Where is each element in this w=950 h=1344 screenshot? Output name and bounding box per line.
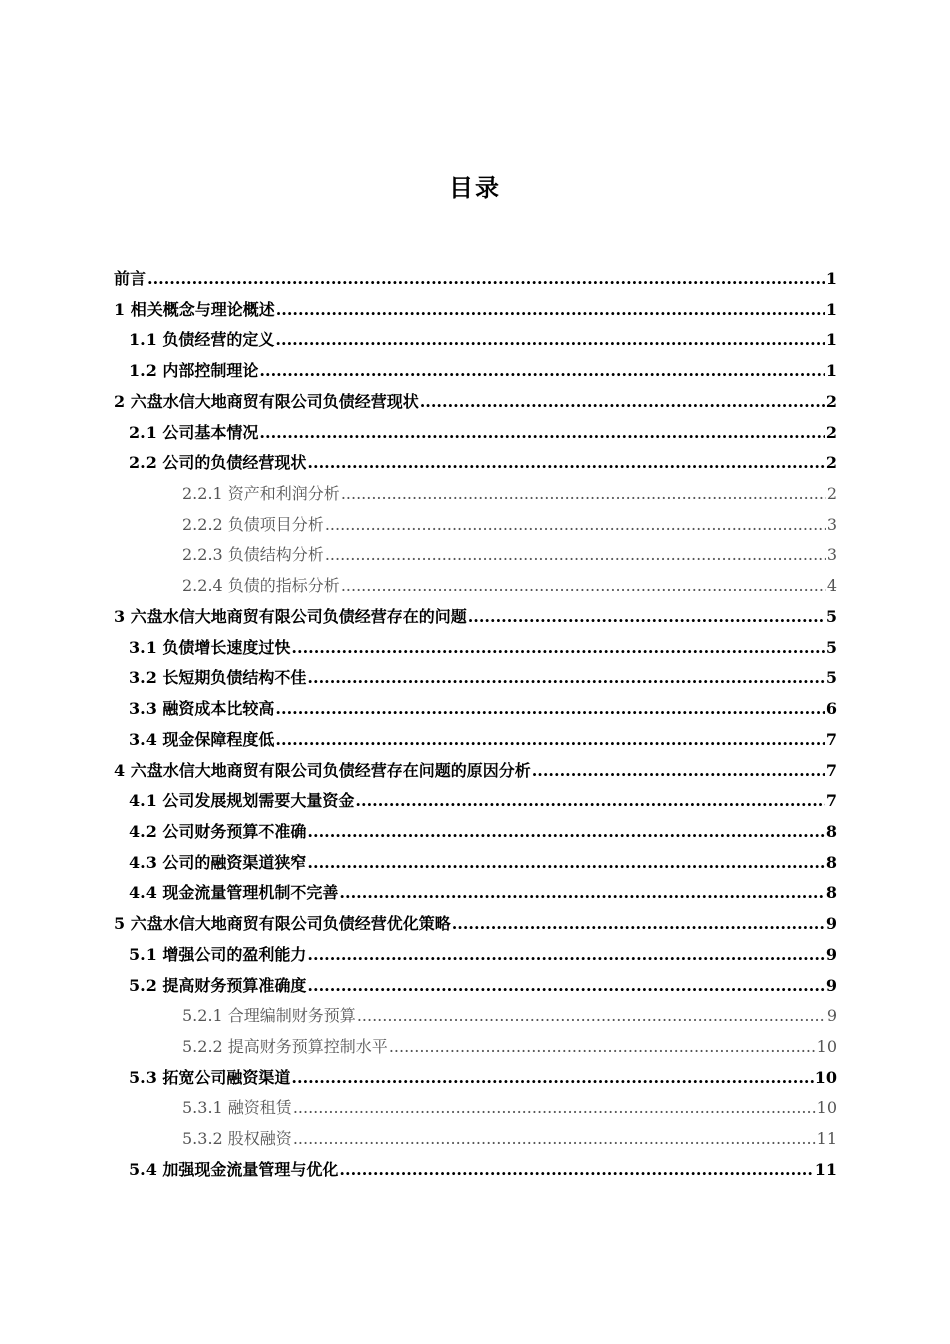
toc-dot-leader xyxy=(275,325,824,356)
toc-dot-leader xyxy=(532,756,825,787)
toc-entry[interactable] xyxy=(114,817,837,848)
toc-entry-label: 5.2.2 提高财务预算控制水平 xyxy=(182,1036,388,1056)
toc-entry[interactable] xyxy=(114,725,837,756)
toc-entry-page-number: 1 xyxy=(825,269,837,288)
toc-entry-label: 4.2 公司财务预算不准确 xyxy=(129,821,307,841)
toc-entry-page-number: 2 xyxy=(825,422,837,442)
toc-entry-page-number: 11 xyxy=(814,1159,837,1179)
toc-dot-leader xyxy=(452,909,825,940)
toc-entry[interactable] xyxy=(114,479,837,510)
toc-dot-leader xyxy=(307,940,824,971)
toc-dot-leader xyxy=(325,510,826,541)
toc-entry-label: 5.3.2 股权融资 xyxy=(182,1129,292,1149)
toc-dot-leader xyxy=(275,725,824,756)
toc-entry-label: 4.1 公司发展规划需要大量资金 xyxy=(129,791,355,811)
toc-entry-label: 4.4 现金流量管理机制不完善 xyxy=(129,883,339,903)
toc-entry-page-number: 4 xyxy=(826,576,837,596)
toc-dot-leader xyxy=(355,786,824,817)
toc-entry[interactable] xyxy=(114,602,837,633)
toc-dot-leader xyxy=(341,571,826,602)
toc-entry-label: 4 六盘水信大地商贸有限公司负债经营存在问题的原因分析 xyxy=(114,760,531,780)
toc-entry[interactable] xyxy=(114,1124,837,1155)
toc-dot-leader xyxy=(468,602,825,633)
toc-entry-label: 1.1 负债经营的定义 xyxy=(129,330,275,350)
toc-dot-leader xyxy=(147,264,825,295)
toc-entry-label: 2.1 公司基本情况 xyxy=(129,422,259,442)
toc-entry-label: 3.4 现金保障程度低 xyxy=(129,729,275,749)
toc-entry[interactable] xyxy=(114,1001,837,1032)
toc-entry[interactable] xyxy=(114,971,837,1002)
toc-entry[interactable] xyxy=(114,387,837,418)
toc-entry[interactable] xyxy=(114,571,837,602)
toc-dot-leader xyxy=(293,1093,816,1124)
page-title: 目录 xyxy=(449,174,501,202)
toc-entry-page-number: 3 xyxy=(826,545,837,565)
toc-entry-label: 5.3 拓宽公司融资渠道 xyxy=(129,1067,291,1087)
toc-entry-label: 4.3 公司的融资渠道狭窄 xyxy=(129,852,307,872)
toc-entry[interactable] xyxy=(114,264,837,295)
toc-entry-label: 5.4 加强现金流量管理与优化 xyxy=(129,1159,339,1179)
toc-entry-page-number: 6 xyxy=(825,699,837,719)
toc-entry[interactable] xyxy=(114,1063,837,1094)
toc-entry[interactable] xyxy=(114,295,837,326)
toc-dot-leader xyxy=(293,1124,816,1155)
toc-entry-label: 5.2 提高财务预算准确度 xyxy=(129,975,307,995)
toc-entry[interactable] xyxy=(114,356,837,387)
toc-entry-label: 前言 xyxy=(114,269,147,288)
toc-entry-label: 3 六盘水信大地商贸有限公司负债经营存在的问题 xyxy=(114,606,467,626)
toc-entry-page-number: 7 xyxy=(825,760,837,780)
toc-entry-page-number: 8 xyxy=(825,852,837,872)
toc-entry[interactable] xyxy=(114,325,837,356)
toc-entry-page-number: 5 xyxy=(825,668,837,688)
toc-entry-page-number: 7 xyxy=(825,791,837,811)
toc-dot-leader xyxy=(357,1001,826,1032)
toc-entry-label: 2.2.1 资产和利润分析 xyxy=(182,484,340,504)
toc-entry-label: 2.2 公司的负债经营现状 xyxy=(129,453,307,473)
toc-entry-label: 1 相关概念与理论概述 xyxy=(114,299,275,319)
toc-entry-label: 3.3 融资成本比较高 xyxy=(129,699,275,719)
toc-entry[interactable] xyxy=(114,1032,837,1063)
toc-dot-leader xyxy=(276,295,825,326)
toc-entry[interactable] xyxy=(114,418,837,449)
toc-entry-page-number: 10 xyxy=(814,1067,837,1087)
toc-entry-label: 5.2.1 合理编制财务预算 xyxy=(182,1006,356,1026)
toc-entry-label: 2 六盘水信大地商贸有限公司负债经营现状 xyxy=(114,391,419,411)
toc-dot-leader xyxy=(325,540,826,571)
table-of-contents xyxy=(114,264,837,1186)
toc-entry[interactable] xyxy=(114,878,837,909)
toc-entry-page-number: 3 xyxy=(826,514,837,534)
toc-entry[interactable] xyxy=(114,694,837,725)
toc-entry-page-number: 1 xyxy=(825,361,837,381)
toc-entry-label: 1.2 内部控制理论 xyxy=(129,361,259,381)
toc-dot-leader xyxy=(389,1032,816,1063)
toc-dot-leader xyxy=(291,1063,813,1094)
toc-entry-page-number: 2 xyxy=(825,453,837,473)
toc-entry-label: 2.2.4 负债的指标分析 xyxy=(182,576,340,596)
toc-entry-page-number: 7 xyxy=(825,729,837,749)
toc-entry[interactable] xyxy=(114,510,837,541)
toc-entry-page-number: 1 xyxy=(825,330,837,350)
toc-dot-leader xyxy=(259,356,824,387)
toc-entry-page-number: 1 xyxy=(825,299,837,319)
toc-dot-leader xyxy=(307,448,824,479)
toc-dot-leader xyxy=(307,663,824,694)
toc-entry-label: 3.2 长短期负债结构不佳 xyxy=(129,668,307,688)
toc-entry-page-number: 2 xyxy=(826,484,837,504)
toc-dot-leader xyxy=(259,418,824,449)
toc-entry[interactable] xyxy=(114,1155,837,1186)
toc-entry-page-number: 8 xyxy=(825,821,837,841)
toc-entry-page-number: 5 xyxy=(825,606,837,626)
toc-dot-leader xyxy=(339,878,824,909)
toc-entry-page-number: 9 xyxy=(825,975,837,995)
toc-entry-page-number: 11 xyxy=(816,1129,837,1149)
toc-entry-page-number: 5 xyxy=(825,637,837,657)
toc-entry[interactable] xyxy=(114,909,837,940)
toc-dot-leader xyxy=(307,817,824,848)
toc-dot-leader xyxy=(307,971,824,1002)
toc-dot-leader xyxy=(341,479,826,510)
toc-entry[interactable] xyxy=(114,633,837,664)
toc-entry-label: 2.2.3 负债结构分析 xyxy=(182,545,324,565)
toc-entry-page-number: 2 xyxy=(825,391,837,411)
toc-entry[interactable] xyxy=(114,848,837,879)
toc-entry-label: 3.1 负债增长速度过快 xyxy=(129,637,291,657)
toc-dot-leader xyxy=(291,633,824,664)
toc-dot-leader xyxy=(307,848,824,879)
toc-entry[interactable] xyxy=(114,786,837,817)
toc-dot-leader xyxy=(275,694,824,725)
toc-entry[interactable] xyxy=(114,663,837,694)
toc-entry-page-number: 10 xyxy=(816,1098,837,1118)
toc-entry-label: 5 六盘水信大地商贸有限公司负债经营优化策略 xyxy=(114,914,451,934)
toc-entry[interactable] xyxy=(114,448,837,479)
toc-entry-label: 5.1 增强公司的盈利能力 xyxy=(129,944,307,964)
toc-entry-page-number: 9 xyxy=(826,1006,837,1026)
toc-entry-label: 2.2.2 负债项目分析 xyxy=(182,514,324,534)
toc-entry-label: 5.3.1 融资租赁 xyxy=(182,1098,292,1118)
toc-entry-page-number: 8 xyxy=(825,883,837,903)
toc-entry[interactable] xyxy=(114,756,837,787)
toc-dot-leader xyxy=(420,387,825,418)
toc-dot-leader xyxy=(339,1155,813,1186)
toc-entry[interactable] xyxy=(114,1093,837,1124)
toc-entry[interactable] xyxy=(114,940,837,971)
toc-entry[interactable] xyxy=(114,540,837,571)
toc-entry-page-number: 9 xyxy=(825,944,837,964)
toc-entry-page-number: 9 xyxy=(825,914,837,934)
toc-entry-page-number: 10 xyxy=(816,1036,837,1056)
